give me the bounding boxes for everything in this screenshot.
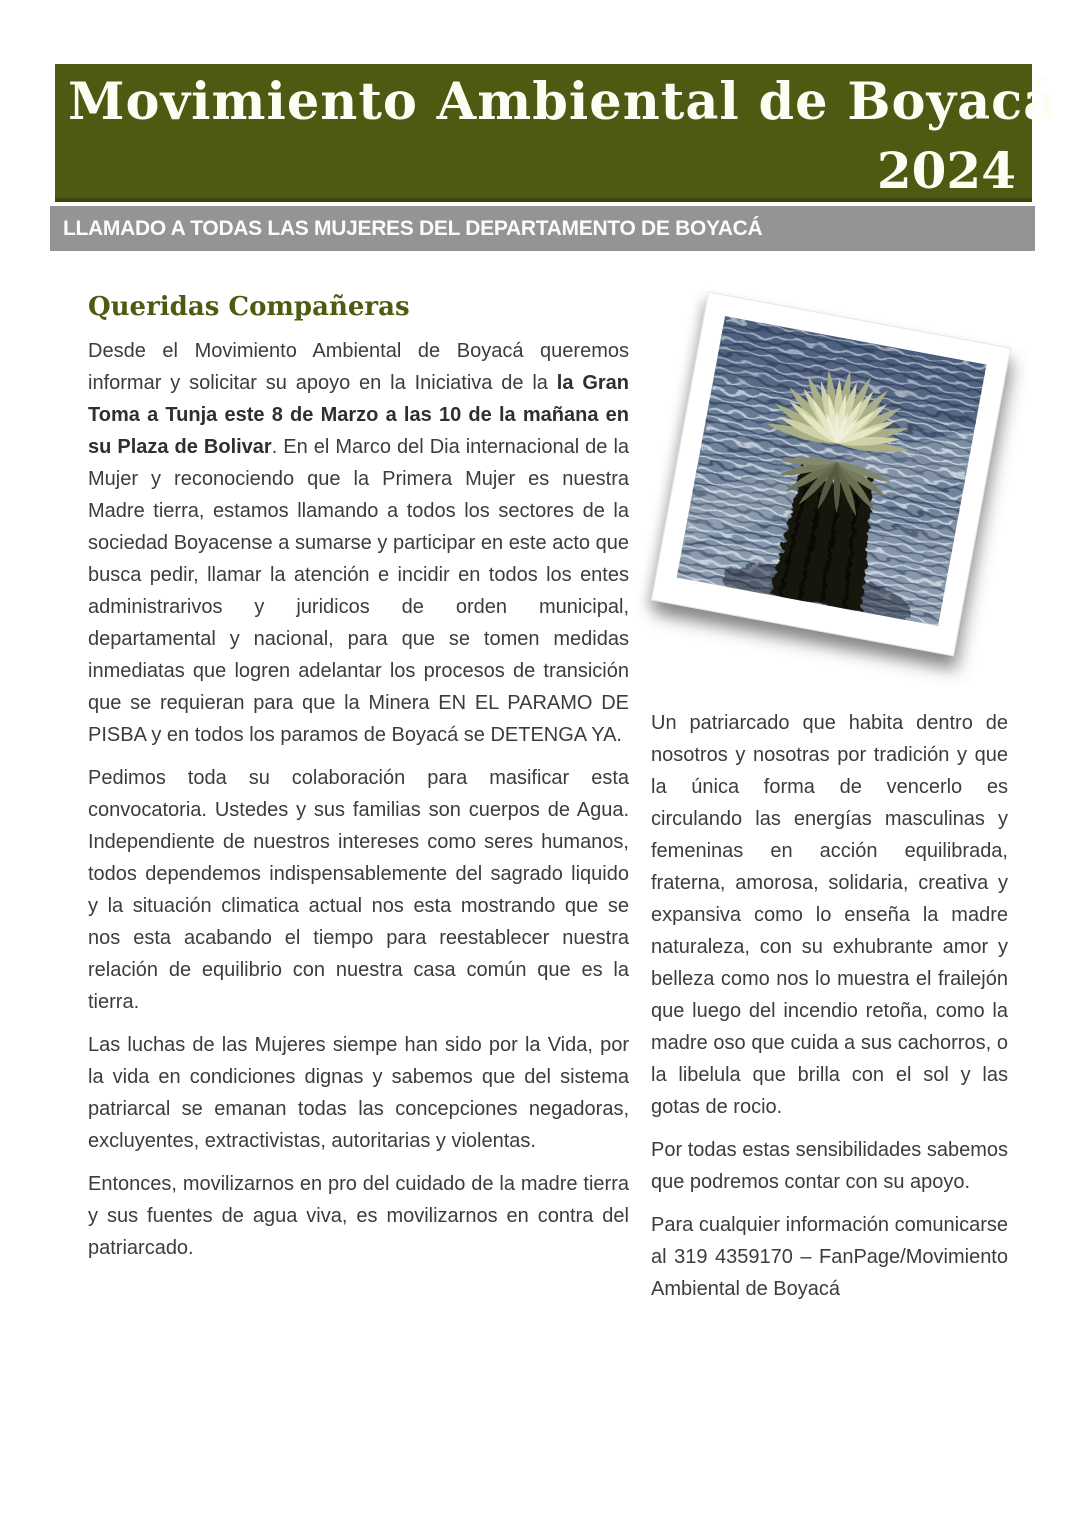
subtitle-banner — [50, 206, 1035, 251]
frailejon-photo — [651, 292, 1011, 657]
paragraph-luchas: Las luchas de las Mujeres siempe han sido por la Vida, por la vida en condiciones dignas y sabemos que del sistema patriarcal se emanan todas las concepciones negadoras, excluyentes, extractivistas, autoritarias y violentas. — [88, 1034, 629, 1152]
right-column — [651, 275, 1008, 1316]
paragraph-invitation-bold: la Gran Toma a Tunja este 8 de Marzo a las 10 de la mañana en su Plaza de Bolivar — [88, 372, 629, 458]
year-label: 2024 — [876, 141, 1016, 200]
paragraph-sensibilidades: Por todas estas sensibilidades sabemos que podremos contar con su apoyo. — [651, 1139, 1008, 1193]
header-banner — [55, 64, 1058, 202]
paragraph-collaboration: Pedimos toda su colaboración para masificar esta convocatoria. Ustedes y sus familias son cuerpos de Agua. Independiente de nuestros intereses como seres humanos, todos dependemos indispensablemente del sagrado liquido y la situación climatica actual nos esta mostrando que se nos esta acabando el tiempo para reestablecer nuestra relación de equilibrio con nuestra casa común que es la tierra. — [88, 767, 629, 1013]
paragraph-invitation — [88, 335, 629, 751]
left-column — [88, 292, 629, 1275]
photo-area — [651, 275, 1008, 707]
page-title: Movimiento Ambiental de Boyacá — [68, 72, 1058, 132]
section-heading: Queridas Compañeras — [88, 292, 410, 322]
frailejon-illustration — [677, 316, 987, 626]
paragraph-patriarcado: Un patriarcado que habita dentro de nosotros y nosotras por tradición y que la única forma de vencerlo es circulando las energías masculinas y femeninas en acción equilibrada, fraterna, amorosa, solidaria, creativa y expansiva como lo enseña la madre naturaleza, con su exhubrante amor y belleza como nos lo muestra el frailejón que luego del incendio retoña, como la madre oso que cuida a sus cachorros, o la libelula que brilla con el sol y las gotas de rocio. — [651, 712, 1008, 1118]
paragraph-movilizarnos: Entonces, movilizarnos en pro del cuidado de la madre tierra y sus fuentes de agua viva, es movilizarnos en contra del patriarcado. — [88, 1173, 629, 1259]
subtitle-text: LLAMADO A TODAS LAS MUJERES DEL DEPARTAMENTO DE BOYACÁ — [63, 216, 763, 240]
paragraph-contacto: Para cualquier información comunicarse al 319 4359170 – FanPage/Movimiento Ambiental de Boyacá — [651, 1214, 1008, 1300]
paragraph-invitation-start: Desde el Movimiento Ambiental de Boyacá queremos informar y solicitar su apoyo en la Iniciativa de la — [88, 340, 629, 394]
paragraph-invitation-end: . En el Marco del Dia internacional de la Mujer y reconociendo que la Primera Mujer es nuestra Madre tierra, estamos llamando a todos los sectores de la sociedad Boyacense a sumarse y participar en este acto que busca pedir, llamar la atención e incidir en todos los entes administrarivos y juridicos de orden municipal, departamental y nacional, para que se tomen medidas inmediatas que logren adelantar los procesos de transición que se requieran para que la Minera EN EL PARAMO DE PISBA y en todos los paramos de Boyacá se DETENGA YA. — [88, 436, 630, 746]
